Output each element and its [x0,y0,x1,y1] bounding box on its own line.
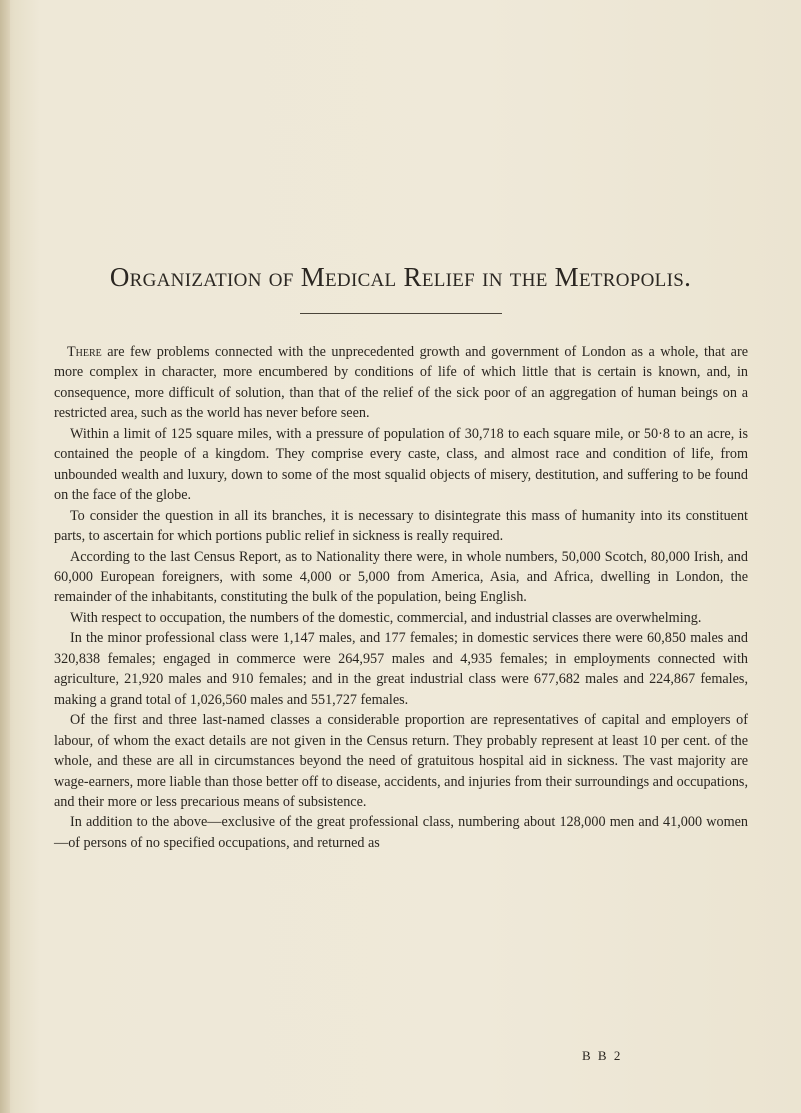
paragraph-3: To consider the question in all its branches, it is necessary to disintegrate this mass of humanity into its constituent parts, to ascertain for which portions public relief in sickness is really required. [54,507,748,545]
article-body [54,342,748,853]
paragraph-1-text: are few problems connected with the unprecedented growth and government of London as a whole, that are more complex in character, more encumbered by conditions of life of which little that is certain is known, and, in consequence, more difficult of solution, than that of the relief of the sick poor of an aggregation of human beings on a restricted area, such as the world has never before seen. [54,344,748,422]
paragraph-4: According to the last Census Report, as to Nationality there were, in whole numbers, 50,000 Scotch, 80,000 Irish, and 60,000 European foreigners, with some 4,000 or 5,000 from America, Asia, and Africa, dwelling in London, the remainder of the inhabitants, constituting the bulk of the population, being English. [54,548,748,606]
paragraph-7: Of the first and three last-named classes a considerable proportion are representatives of capital and employers of labour, of whom the exact details are not given in the Census return. They probably represent at least 10 per cent. of the whole, and these are all in circumstances beyond the need of gratuitous hospital aid in sickness. The vast majority are wage-earners, more liable than those better off to disease, accidents, and injuries from their surroundings and occupations, and their more or less precarious means of subsistence. [54,712,748,810]
lead-word: There [67,344,102,360]
paragraph-8: In addition to the above—exclusive of the great professional class, numbering about 128,000 men and 41,000 women—of persons of no specified occupations, and returned as [54,814,748,851]
title-rule [300,313,502,314]
signature-mark: B B 2 [582,1048,623,1063]
paragraph-1 [54,342,748,424]
paragraph-5: With respect to occupation, the numbers of the domestic, commercial, and industrial classes are overwhelming. [70,609,702,626]
page-title: Organization of Medical Relief in the Metropolis. [109,262,692,292]
paragraph-6: In the minor professional class were 1,147 males, and 177 females; in domestic services there were 60,850 males and 320,838 females; engaged in commerce were 264,957 males and 4,935 females; in employments connected with agriculture, 21,920 males and 910 females; and in the great industrial class were 677,682 males and 224,867 females, making a grand total of 1,026,560 males and 551,727 females. [54,630,748,708]
paragraph-2: Within a limit of 125 square miles, with a pressure of population of 30,718 to each square mile, or 50·8 to an acre, is contained the people of a kingdom. They comprise every caste, class, and almost race and condition of life, from unbounded wealth and luxury, down to some of the most squalid objects of misery, destitution, and suffering to be found on the face of the globe. [54,425,748,504]
binding-gutter [0,0,10,1113]
